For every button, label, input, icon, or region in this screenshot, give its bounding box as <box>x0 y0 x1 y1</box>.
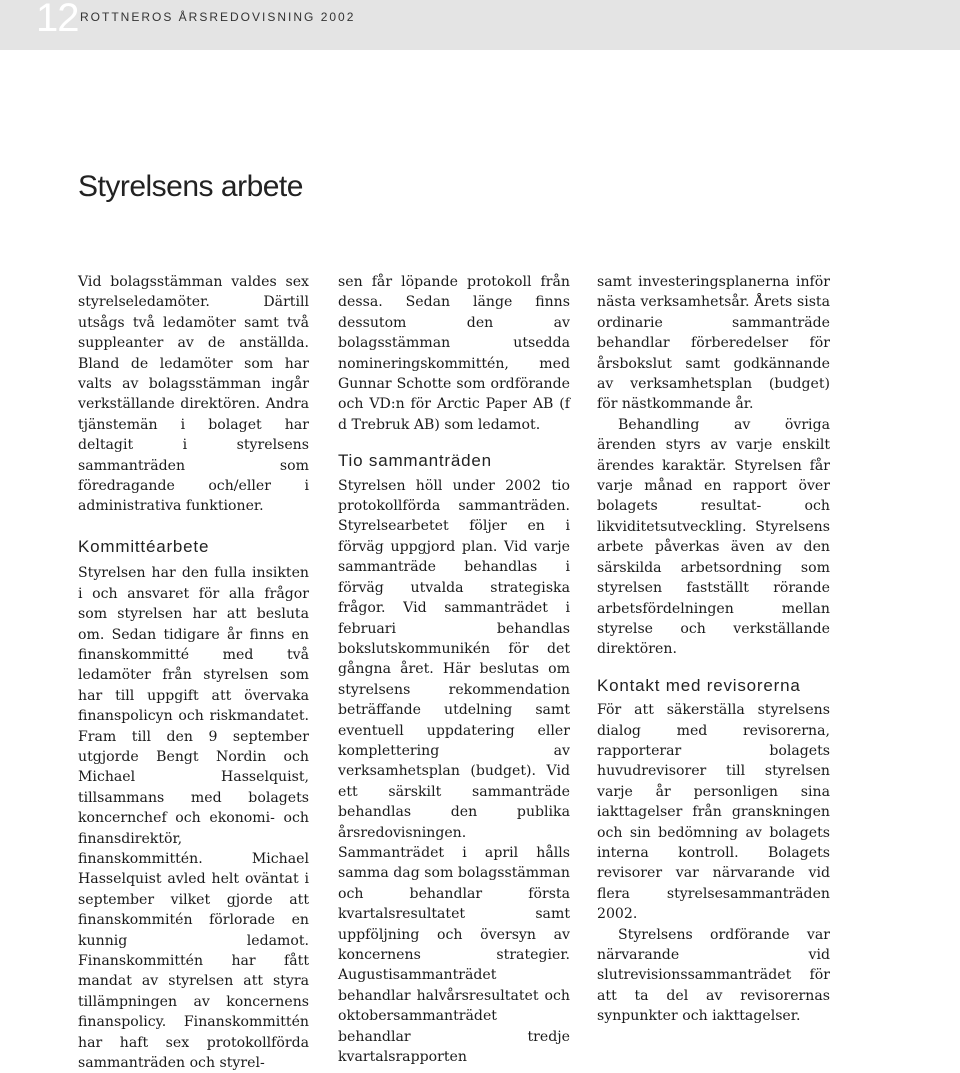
nominering-paragraph: sen får löpande protokoll från dessa. Sedan länge finns dessutom den av bolagsstämman utsedda nomineringskommittén, med Gunnar Schotte som ordförande och VD:n för Arctic Paper AB (f d Trebruk AB) som ledamot. <box>338 274 570 433</box>
section-heading-kommittearbete: Kommittéarbete <box>78 536 210 556</box>
text-column-3 <box>597 272 830 1027</box>
investering-paragraph: samt investeringsplanerna inför nästa verksamhetsår. Årets sista ordinarie sammanträde behandlar förberedelser för årsbokslut samt godkännande av verksamhetsplan (budget) för nästkommande år. <box>597 274 830 413</box>
page-title: Styrelsens arbete <box>78 170 303 203</box>
intro-paragraph: Vid bolagsstämman valdes sex styrelseledamöter. Därtill utsågs två ledamöter samt två suppleanter av de anställda. Bland de ledamöter som har valts av bolagsstämman ingår verkställande direktören. Andra tjänstemän i bolaget har deltagit i styrelsens sammanträden som föredragande och/eller i administrativa funktioner. <box>78 274 309 515</box>
running-head: ROTTNEROS ÅRSREDOVISNING 2002 <box>80 10 356 24</box>
text-column-2 <box>338 272 570 1067</box>
sammantraden-paragraph: Styrelsen höll under 2002 tio protokollförda sammanträden. Styrelsearbetet följer en i förväg uppgjord plan. Vid varje sammanträde behandlas i förväg utvalda strategiska frågor. Vid sammanträdet i februari behandlas bokslutskommunikén för det gångna året. Här beslutas om styrelsens rekommendation beträffande utdelning samt eventuell uppdatering eller komplettering av verksamhetsplan (budget). Vid ett särskilt sammanträde behandlas den publika årsredovisningen. Sammanträdet i april hålls samma dag som bolagsstämman och behandlar första kvartalsresultatet samt uppföljning och översyn av koncernens strategier. Augustisammanträdet behandlar halvårsresultatet och oktobersammanträdet behandlar tredje kvartalsrapporten <box>338 477 570 1066</box>
header-band <box>0 0 960 50</box>
arenden-paragraph: Behandling av övriga ärenden styrs av varje enskilt ärendes karaktär. Styrelsen får varje månad en rapport över bolagets resultat- och likviditetsutveckling. Styrelsens arbete påverkas även av den särskilda arbetsordning som styrelsen fastställt rörande arbetsfördelningen mellan styrelse och verkställande direktören. <box>597 416 830 658</box>
ordforande-paragraph: Styrelsens ordförande var närvarande vid slutrevisionssammanträdet för att ta del av revisorernas synpunkter och iakttagelser. <box>597 926 830 1025</box>
kommittearbete-paragraph: Styrelsen har den fulla insikten i och ansvaret för alla frågor som styrelsen har att besluta om. Sedan tidigare år finns en finanskommitté med två ledamöter från styrelsen som har till uppgift att övervaka finanspolicyn och riskmandatet. Fram till den 9 september utgjorde Bengt Nordin och Michael Hasselquist, tillsammans med bolagets koncernchef och ekonomi- och finansdirektör, finanskommittén. Michael Hasselquist avled helt oväntat i september vilket gjorde att finanskommitén förlorade en kunnig ledamot. Finanskommittén har fått mandat av styrelsen att styra tillämpningen av koncernens finanspolicy. Finanskommittén har haft sex protokollförda sammanträden och styrel- <box>78 565 309 1072</box>
page-number: 12 <box>36 0 79 40</box>
section-heading-tio-sammantraden: Tio sammanträden <box>338 451 492 471</box>
revisorer-paragraph: För att säkerställa styrelsens dialog med revisorerna, rapporterar bolagets huvudrevisorer till styrelsen varje år personligen sina iakttagelser från granskningen och sin bedömning av bolagets interna kontroll. Bolagets revisorer var närvarande vid flera styrelsesammanträden 2002. <box>597 702 830 923</box>
section-heading-kontakt-revisorerna: Kontakt med revisorerna <box>597 675 801 695</box>
text-column-1 <box>78 272 309 1073</box>
